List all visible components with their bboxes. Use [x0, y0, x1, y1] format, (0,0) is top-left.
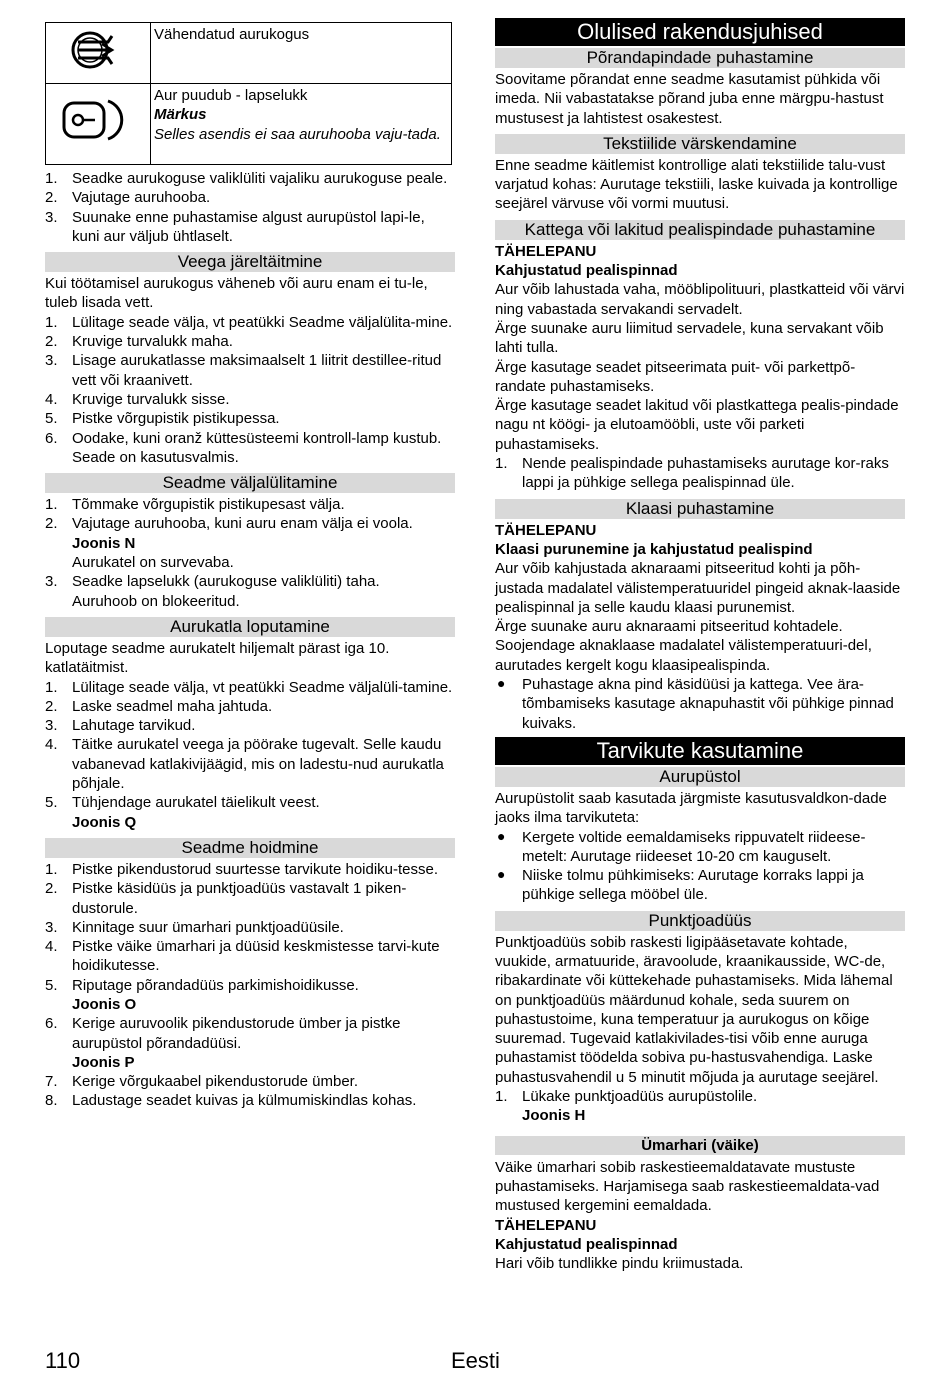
- glass-line: Soojendage aknaklaase madalatel välistemperatuuri-del, aurutades kergelt kogu klaasipealispinda.: [495, 637, 872, 674]
- warning-subtitle: Klaasi purunemine ja kahjustatud pealispind: [495, 540, 813, 558]
- list-item: 4. Täitke aurukatel veega ja pöörake tugevalt. Selle kaudu vabanevad katlakivijäägid, mis on ladestu-nud aurukatla põhjale.: [45, 736, 444, 793]
- refill-ready: Seade on kasutusvalmis.: [72, 448, 239, 466]
- child-lock-description: [151, 84, 452, 165]
- section-heading-glass: Klaasi puhastamine: [495, 499, 905, 519]
- list-item: 6. Oodake, kuni oranž küttesüsteemi kontroll-lamp kustub.: [45, 429, 442, 447]
- steam-gun-intro: Aurupüstolit saab kasutada järgmiste kasutusvaldkon-dade jaoks ilma tarvikuteta:: [495, 789, 887, 827]
- list-item: 5. Riputage põrandadüüs parkimishoidikusse.: [45, 976, 359, 994]
- list-item: 1. Tõmmake võrgupistik pistikupesast välja.: [45, 496, 345, 514]
- list-item: 3. Suunake enne puhastamise algust aurupüstol lapi-le, kuni aur väljub ühtlaselt.: [45, 208, 425, 245]
- floor-text: Soovitame põrandat enne seadme kasutamist pühkida või imeda. Nii vabastatakse põrand juba enne märgpu-hastust mustusest ja lahtistest osakestest.: [495, 71, 884, 127]
- figure-ref-q: Joonis Q: [72, 813, 137, 831]
- round-brush-warning-text: Hari võib tundlikke pindu kriimustada.: [495, 1255, 744, 1273]
- language-label: Eesti: [451, 1348, 500, 1373]
- table-row: [46, 23, 452, 84]
- page-number: 110: [45, 1348, 81, 1373]
- figure-ref-p: Joonis P: [72, 1053, 135, 1071]
- shutdown-blocked: Auruhoob on blokeeritud.: [72, 592, 240, 610]
- list-item: 1. Lülitage seade välja, vt peatükki Seadme väljalülita-mine.: [45, 313, 453, 331]
- coated-steps-list: [495, 454, 905, 493]
- list-item: 1. Nende pealispindade puhastamiseks aurutage kor-raks lappi ja pühkige sellega pealispinnad üle.: [495, 455, 889, 492]
- list-item: 2. Laske seadmel maha jahtuda.: [45, 697, 273, 715]
- note-label: Märkus: [154, 106, 207, 124]
- storage-steps-list-3: [45, 1072, 455, 1111]
- list-item: 1. Pistke pikendustorud suurtesse tarvikute hoidiku-tesse.: [45, 860, 439, 878]
- list-item: 2. Pistke käsidüüs ja punktjoadüüs vastavalt 1 piken-dustorule.: [45, 880, 407, 917]
- section-heading-descale: Aurukatla loputamine: [45, 617, 455, 637]
- warning-subtitle: Kahjustatud pealispinnad: [495, 1235, 678, 1253]
- warning-label: TÄHELEPANU: [495, 1216, 597, 1234]
- list-item: 5. Pistke võrgupistik pistikupessa.: [45, 410, 280, 428]
- warning-label: TÄHELEPANU: [495, 242, 597, 260]
- glass-line: Aur võib kahjustada aknaraami pitseeritud kohti ja põh-justada madalatel välistemperatuuridel pingeid aknak-laaside pealispinnal ja selle kaudu klaasi purunemist.: [495, 560, 901, 616]
- refill-steps-list: [45, 313, 455, 448]
- section-heading-round-brush: Ümarhari (väike): [495, 1136, 905, 1155]
- list-item: 1. Lülitage seade välja, vt peatükki Seadme väljalüli-tamine.: [45, 678, 453, 696]
- coated-line: Ärge kasutage seadet pitseerimata puit- või parkettpõ-randate puhastamiseks.: [495, 358, 856, 395]
- list-item: ● Puhastage akna pind käsidüüsi ja kattega. Vee ära-tõmbamiseks kasutage aknapuhastit või pühkige pinnad kuivaks.: [495, 675, 905, 733]
- round-brush-text: Väike ümarhari sobib raskestieemaldatavate mustuste puhastamiseks. Harjamisega saab raskestieemaldata-vad mustused kergemini eemaldada.: [495, 1158, 880, 1215]
- list-item: 2. Vajutage auruhooba.: [45, 189, 211, 207]
- list-item: 4. Kruvige turvalukk sisse.: [45, 390, 230, 408]
- list-item: 2. Vajutage auruhooba, kuni auru enam välja ei voola.: [45, 515, 413, 533]
- list-item: 2. Kruvige turvalukk maha.: [45, 333, 233, 351]
- child-lock-label: Aur puudub - lapselukk: [154, 87, 308, 104]
- list-item: 3. Lisage aurukatlasse maksimaalselt 1 liitrit destillee-ritud vett või kraanivett.: [45, 352, 442, 389]
- point-nozzle-steps-list: [495, 1087, 905, 1106]
- section-heading-refill: Veega järeltäitmine: [45, 252, 455, 272]
- list-item: 6. Kerige auruvoolik pikendustorude ümber ja pistke aurupüstol põrandadüüsi.: [45, 1015, 401, 1052]
- section-heading-coated: Kattega või lakitud pealispindade puhastamine: [495, 220, 905, 240]
- steam-settings-table: [45, 22, 452, 165]
- shutdown-steps-list: [45, 495, 455, 534]
- descale-intro: Loputage seadme aurukatelt hiljemalt pärast iga 10. katlatäitmist.: [45, 639, 390, 677]
- figure-ref-n: Joonis N: [72, 534, 136, 552]
- list-item: 1. Seadke aurukoguse valiklüliti vajaliku aurukoguse peale.: [45, 170, 448, 187]
- refill-intro: Kui töötamisel aurukogus väheneb või auru enam ei tu-le, tuleb lisada vett.: [45, 275, 428, 312]
- storage-steps-list-2: [45, 1014, 455, 1053]
- glass-line: Ärge suunake auru aknaraami pitseeritud kohtadele.: [495, 618, 843, 636]
- textiles-text: Enne seadme käitlemist kontrollige alati tekstiilide talu-vust varjatud kohas: Aurutage tekstiili, laske kuivada ja kontrollige seejärel värvuse või vormi muutusi.: [495, 156, 898, 213]
- list-item: 3. Kinnitage suur ümarhari punktjoadüüsile.: [45, 918, 344, 936]
- list-item: 4. Pistke väike ümarhari ja düüsid keskmistesse tarvi-kute hoidikutesse.: [45, 938, 440, 975]
- warning-label: TÄHELEPANU: [495, 521, 597, 539]
- list-item: 8. Ladustage seadet kuivas ja külmumiskindlas kohas.: [45, 1092, 417, 1110]
- section-heading-textiles: Tekstiilide värskendamine: [495, 134, 905, 154]
- list-item: ● Niiske tolmu pühkimiseks: Aurutage korraks lappi ja pühkige sellega mööbel üle.: [495, 866, 905, 905]
- main-heading-application: Olulised rakendusjuhised: [495, 18, 905, 46]
- coated-line: Aur võib lahustada vaha, mööblipolituuri, plastkatteid või värvi ning vabastada servakandi servadelt.: [495, 281, 905, 318]
- list-item: 7. Kerige võrgukaabel pikendustorude ümber.: [45, 1073, 359, 1091]
- main-heading-accessories: Tarvikute kasutamine: [495, 737, 905, 765]
- coated-line: Ärge kasutage seadet lakitud või plastkattega pealis-pindade nagu nt köögi- ja elutoamööbli, uste või parketi puhastamiseks.: [495, 397, 899, 453]
- storage-steps-list: [45, 860, 455, 995]
- left-column: [45, 22, 455, 1111]
- shutdown-depressurized: Aurukatel on survevaba.: [72, 554, 234, 572]
- list-item: 3. Lahutage tarvikud.: [45, 717, 196, 735]
- figure-ref-h: Joonis H: [522, 1107, 586, 1125]
- figure-ref-o: Joonis O: [72, 995, 137, 1013]
- section-heading-point-nozzle: Punktjoadüüs: [495, 911, 905, 931]
- steam-gun-bullets: [495, 828, 905, 905]
- glass-bullets: [495, 675, 905, 733]
- warning-subtitle: Kahjustatud pealispinnad: [495, 262, 678, 280]
- intro-steps-list: [45, 169, 455, 246]
- reduced-steam-label: Vähendatud aurukogus: [151, 23, 452, 84]
- section-heading-storage: Seadme hoidmine: [45, 838, 455, 858]
- descale-steps-list: [45, 678, 455, 813]
- child-lock-icon: [46, 84, 151, 165]
- list-item: 1. Lükake punktjoadüüs aurupüstolile.: [495, 1088, 758, 1106]
- list-item: ● Kergete voltide eemaldamiseks rippuvatelt riideese-metelt: Aurutage riideeset 10-20 cm kauguselt.: [495, 828, 905, 867]
- point-nozzle-text: Punktjoadüüs sobib raskesti ligipääsetavate kohtade, vuukide, armatuuride, äravoolude, kraanikausside, WC-de, ribakardinate või küttekehade puhastamiseks. Mida lähemal on punktjoadüüs määrdunud kohale, seda suurem on puhastustoime, kuna temperatuur ja aurukogus on kõige suuremad. Tugevaid katlakivilades-tisi võib enne auruga puhastamist töödelda sobiva pu-hastusvahendiga. Laske puhastusvahendil u 5 minutit mõjuda ja aurutage seejärel.: [495, 933, 893, 1086]
- list-item: 3. Seadke lapselukk (aurukoguse valiklüliti) taha.: [45, 573, 380, 591]
- coated-line: Ärge suunake auru liimitud servadele, kuna servakant võib lahti tulla.: [495, 319, 884, 357]
- list-item: 5. Tühjendage aurukatel täielikult veest.: [45, 794, 320, 812]
- table-row: [46, 84, 452, 165]
- section-heading-floor: Põrandapindade puhastamine: [495, 48, 905, 68]
- shutdown-steps-list-2: [45, 572, 455, 591]
- reduced-steam-icon: [46, 23, 151, 84]
- section-heading-shutdown: Seadme väljalülitamine: [45, 473, 455, 493]
- section-heading-steam-gun: Aurupüstol: [495, 767, 905, 787]
- right-column: [495, 18, 905, 1273]
- note-text: Selles asendis ei saa auruhooba vaju-tada.: [154, 125, 441, 143]
